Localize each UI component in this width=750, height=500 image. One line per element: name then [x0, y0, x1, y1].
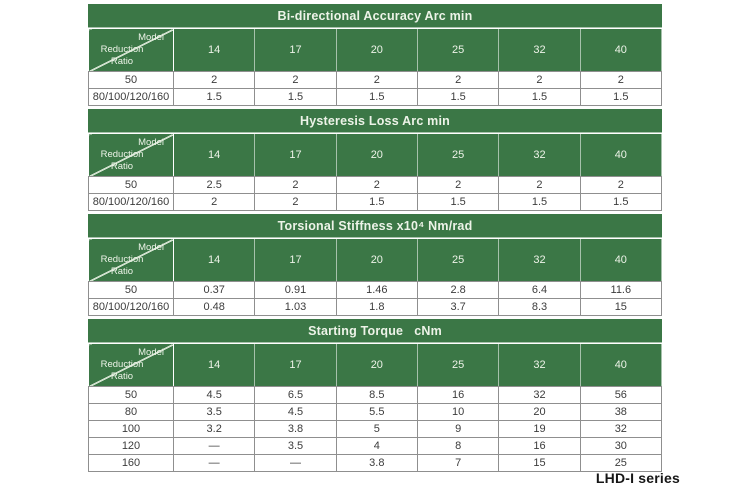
- spec-value-cell: 2: [417, 72, 498, 89]
- spec-row: [89, 387, 662, 404]
- reduction-ratio-value: 80/100/120/160: [89, 89, 174, 106]
- reduction-ratio-value: 50: [89, 282, 174, 299]
- spec-value-cell: 3.8: [255, 421, 336, 438]
- spec-grid: [88, 343, 662, 472]
- ratio-label: Ratio: [110, 56, 134, 68]
- model-label: Model: [138, 32, 164, 43]
- model-header-row: [89, 239, 662, 282]
- reduction-ratio-value: 100: [89, 421, 174, 438]
- spec-value-cell: 2: [336, 72, 417, 89]
- table-title: Torsional Stiffness x10⁴ Nm/rad: [88, 214, 662, 238]
- spec-value-cell: —: [174, 438, 255, 455]
- spec-value-cell: 16: [417, 387, 498, 404]
- spec-value-cell: 1.46: [336, 282, 417, 299]
- reduction-ratio-value: 160: [89, 455, 174, 472]
- spec-value-cell: 1.5: [417, 89, 498, 106]
- spec-row: [89, 89, 662, 106]
- model-label: Model: [138, 347, 164, 358]
- reduction-ratio-value: 50: [89, 72, 174, 89]
- table-bidirectional-accuracy: [88, 4, 662, 106]
- reduction-ratio-label: [90, 254, 154, 278]
- spec-value-cell: 30: [580, 438, 661, 455]
- model-column-header: 40: [580, 134, 661, 177]
- ratio-label: Ratio: [110, 266, 134, 278]
- spec-value-cell: 10: [417, 404, 498, 421]
- spec-value-cell: 15: [499, 455, 580, 472]
- spec-value-cell: 8.5: [336, 387, 417, 404]
- model-column-header: 32: [499, 344, 580, 387]
- corner-cell: [89, 344, 174, 387]
- reduction-ratio-value: 50: [89, 177, 174, 194]
- corner-cell: [89, 134, 174, 177]
- model-column-header: 40: [580, 29, 661, 72]
- series-name-label: LHD-I series: [595, 470, 680, 486]
- reduction-ratio-label: [90, 44, 154, 68]
- spec-value-cell: 2: [174, 194, 255, 211]
- spec-value-cell: 32: [499, 387, 580, 404]
- spec-value-cell: 2: [499, 177, 580, 194]
- reduction-ratio-value: 80/100/120/160: [89, 194, 174, 211]
- spec-value-cell: 2.5: [174, 177, 255, 194]
- spec-value-cell: —: [255, 455, 336, 472]
- spec-value-cell: 7: [417, 455, 498, 472]
- spec-row: [89, 438, 662, 455]
- reduction-label: Reduction: [100, 44, 144, 56]
- spec-value-cell: 1.5: [336, 194, 417, 211]
- model-column-header: 14: [174, 344, 255, 387]
- model-label: Model: [138, 242, 164, 253]
- table-body: [89, 282, 662, 316]
- table-body: [89, 387, 662, 472]
- model-column-header: 17: [255, 134, 336, 177]
- spec-value-cell: 4: [336, 438, 417, 455]
- spec-row: [89, 194, 662, 211]
- table-torsional-stiffness: [88, 214, 662, 316]
- model-column-header: 14: [174, 239, 255, 282]
- table-hysteresis-loss: [88, 109, 662, 211]
- spec-value-cell: 2: [336, 177, 417, 194]
- spec-value-cell: 56: [580, 387, 661, 404]
- spec-value-cell: 2: [255, 194, 336, 211]
- spec-value-cell: 32: [580, 421, 661, 438]
- spec-value-cell: 2: [255, 72, 336, 89]
- model-column-header: 32: [499, 239, 580, 282]
- spec-value-cell: 0.91: [255, 282, 336, 299]
- spec-value-cell: 8: [417, 438, 498, 455]
- table-title: Bi-directional Accuracy Arc min: [88, 4, 662, 28]
- spec-value-cell: 25: [580, 455, 661, 472]
- spec-value-cell: 9: [417, 421, 498, 438]
- spec-value-cell: 1.5: [580, 89, 661, 106]
- table-body: [89, 72, 662, 106]
- reduction-ratio-label: [90, 149, 154, 173]
- spec-value-cell: 3.8: [336, 455, 417, 472]
- spec-value-cell: 6.5: [255, 387, 336, 404]
- spec-row: [89, 177, 662, 194]
- model-column-header: 20: [336, 134, 417, 177]
- spec-value-cell: 1.5: [174, 89, 255, 106]
- spec-row: [89, 72, 662, 89]
- spec-value-cell: 1.03: [255, 299, 336, 316]
- model-column-header: 17: [255, 29, 336, 72]
- model-header-row: [89, 29, 662, 72]
- spec-grid: [88, 238, 662, 316]
- spec-value-cell: 2: [255, 177, 336, 194]
- model-label: Model: [138, 137, 164, 148]
- model-column-header: 17: [255, 239, 336, 282]
- model-header-row: [89, 134, 662, 177]
- reduction-ratio-value: 120: [89, 438, 174, 455]
- spec-grid: [88, 133, 662, 211]
- table-title: Hysteresis Loss Arc min: [88, 109, 662, 133]
- spec-value-cell: 11.6: [580, 282, 661, 299]
- spec-value-cell: 3.7: [417, 299, 498, 316]
- spec-row: [89, 421, 662, 438]
- model-column-header: 17: [255, 344, 336, 387]
- model-column-header: 25: [417, 239, 498, 282]
- spec-value-cell: 2: [417, 177, 498, 194]
- spec-value-cell: 1.5: [417, 194, 498, 211]
- reduction-ratio-value: 80: [89, 404, 174, 421]
- model-column-header: 20: [336, 344, 417, 387]
- reduction-ratio-label: [90, 359, 154, 383]
- table-title: Starting Torque cNm: [88, 319, 662, 343]
- table-body: [89, 177, 662, 211]
- model-column-header: 25: [417, 29, 498, 72]
- spec-value-cell: 1.5: [499, 89, 580, 106]
- spec-value-cell: 0.48: [174, 299, 255, 316]
- spec-value-cell: 4.5: [255, 404, 336, 421]
- reduction-ratio-value: 80/100/120/160: [89, 299, 174, 316]
- ratio-label: Ratio: [110, 161, 134, 173]
- spec-tables-area: [88, 4, 662, 475]
- model-column-header: 25: [417, 344, 498, 387]
- spec-row: [89, 299, 662, 316]
- corner-cell: [89, 29, 174, 72]
- spec-value-cell: 2.8: [417, 282, 498, 299]
- reduction-label: Reduction: [100, 149, 144, 161]
- spec-value-cell: 38: [580, 404, 661, 421]
- spec-value-cell: 2: [580, 177, 661, 194]
- ratio-label: Ratio: [110, 371, 134, 383]
- spec-value-cell: 3.5: [174, 404, 255, 421]
- spec-value-cell: 0.37: [174, 282, 255, 299]
- spec-value-cell: 19: [499, 421, 580, 438]
- reduction-label: Reduction: [100, 254, 144, 266]
- spec-value-cell: 5: [336, 421, 417, 438]
- spec-value-cell: 1.8: [336, 299, 417, 316]
- spec-row: [89, 455, 662, 472]
- spec-value-cell: 2: [499, 72, 580, 89]
- model-column-header: 25: [417, 134, 498, 177]
- spec-value-cell: 1.5: [580, 194, 661, 211]
- model-column-header: 14: [174, 134, 255, 177]
- corner-cell: [89, 239, 174, 282]
- spec-value-cell: 3.2: [174, 421, 255, 438]
- model-header-row: [89, 344, 662, 387]
- spec-value-cell: 1.5: [499, 194, 580, 211]
- spec-value-cell: 3.5: [255, 438, 336, 455]
- reduction-ratio-value: 50: [89, 387, 174, 404]
- spec-value-cell: 16: [499, 438, 580, 455]
- spec-value-cell: 20: [499, 404, 580, 421]
- model-column-header: 32: [499, 29, 580, 72]
- spec-value-cell: 2: [580, 72, 661, 89]
- model-column-header: 14: [174, 29, 255, 72]
- spec-value-cell: 1.5: [255, 89, 336, 106]
- spec-value-cell: —: [174, 455, 255, 472]
- reduction-label: Reduction: [100, 359, 144, 371]
- spec-value-cell: 5.5: [336, 404, 417, 421]
- model-column-header: 20: [336, 29, 417, 72]
- spec-value-cell: 15: [580, 299, 661, 316]
- spec-row: [89, 404, 662, 421]
- table-starting-torque: [88, 319, 662, 472]
- spec-value-cell: 1.5: [336, 89, 417, 106]
- model-column-header: 40: [580, 344, 661, 387]
- spec-value-cell: 4.5: [174, 387, 255, 404]
- spec-row: [89, 282, 662, 299]
- model-column-header: 40: [580, 239, 661, 282]
- spec-grid: [88, 28, 662, 106]
- spec-value-cell: 8.3: [499, 299, 580, 316]
- model-column-header: 32: [499, 134, 580, 177]
- model-column-header: 20: [336, 239, 417, 282]
- spec-value-cell: 2: [174, 72, 255, 89]
- spec-value-cell: 6.4: [499, 282, 580, 299]
